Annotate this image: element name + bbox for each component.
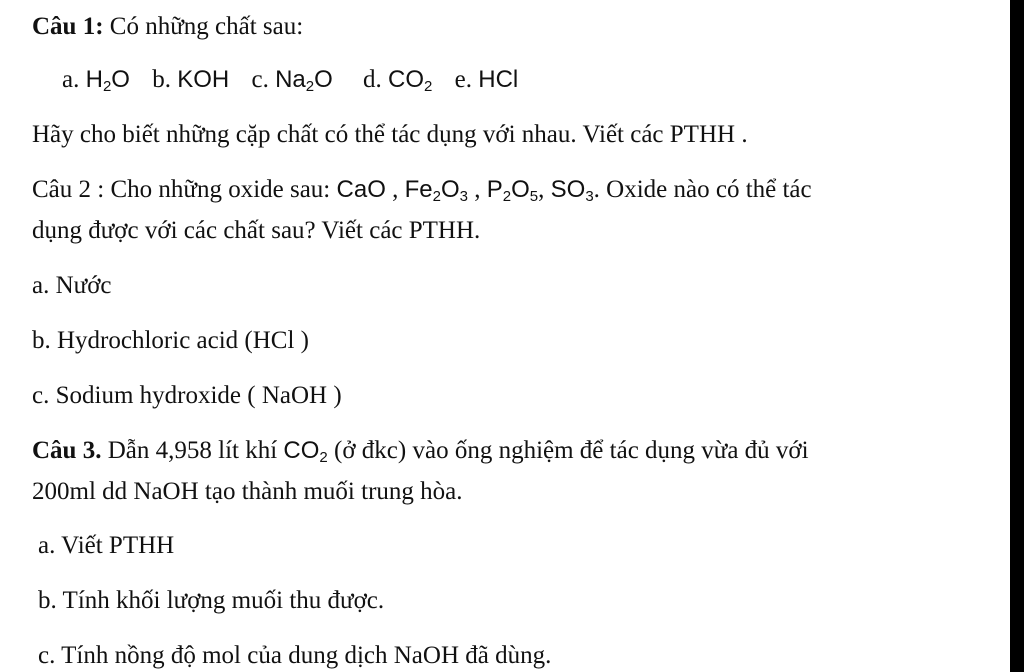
- q1-options: [62, 65, 518, 95]
- q2-intro: Câu 2 : Cho những oxide sau:: [32, 176, 337, 203]
- formula-so3: $SO_3$: [550, 176, 594, 205]
- q3-item-b: b. Tính khối lượng muối thu được.: [38, 587, 385, 614]
- formula-co2: $CO_2$: [388, 66, 433, 95]
- formula-co2-q3: $CO_2$: [283, 437, 328, 466]
- formula-fe2o3: $Fe_2O_3$: [404, 176, 468, 205]
- q1-task: Hãy cho biết những cặp chất có thể tác dụng với nhau. Viết các PTHH .: [32, 121, 748, 148]
- formula-na2o: $Na_2O$: [275, 66, 333, 95]
- q2-item-c: c. Sodium hydroxide ( NaOH ): [32, 382, 342, 409]
- option-prefix: b.: [152, 66, 178, 93]
- q3-item-c: c. Tính nồng độ mol của dung dịch NaOH đã dùng.: [38, 642, 552, 669]
- q2-tail: . Oxide nào có thể tác: [593, 176, 812, 203]
- q3-line1: [32, 436, 809, 466]
- q1-option-a: [62, 66, 130, 93]
- q2-line2: dụng được với các chất sau? Viết các PTHH.: [32, 217, 481, 244]
- option-prefix: a.: [62, 66, 86, 93]
- q1-option-c: [251, 66, 332, 93]
- q3-label: Câu 3.: [32, 437, 102, 464]
- formula-hcl: HCl: [478, 66, 519, 93]
- q1-heading: [32, 12, 303, 42]
- formula-cao: CaO: [336, 176, 386, 203]
- formula-h2o: $H_2O$: [85, 66, 130, 95]
- q2-item-b: b. Hydrochloric acid (HCl ): [32, 327, 310, 354]
- option-prefix: d.: [363, 66, 389, 93]
- q3-text-after: (ở đkc) vào ống nghiệm để tác dụng vừa đủ với: [327, 437, 809, 464]
- separator: ,: [385, 176, 405, 203]
- screen-edge: [1010, 0, 1024, 672]
- q2-line1: [32, 175, 812, 205]
- q3-line2: 200ml dd NaOH tạo thành muối trung hòa.: [32, 478, 463, 505]
- q3-item-a: a. Viết PTHH: [38, 532, 175, 559]
- q3-text-before: Dẫn 4,958 lít khí: [101, 437, 284, 464]
- q2-item-a: a. Nước: [32, 272, 112, 299]
- q1-option-d: [363, 66, 432, 93]
- q1-intro: Có những chất sau:: [103, 13, 304, 40]
- formula-p2o5: $P_2O_5$: [486, 176, 539, 205]
- q1-label: Câu 1:: [32, 13, 104, 40]
- q1-option-b: [152, 66, 229, 93]
- q1-option-e: [455, 66, 519, 93]
- separator: ,: [468, 176, 487, 203]
- formula-koh: KOH: [177, 66, 230, 93]
- option-prefix: c.: [251, 66, 276, 93]
- separator: ,: [538, 176, 551, 203]
- option-prefix: e.: [454, 66, 479, 93]
